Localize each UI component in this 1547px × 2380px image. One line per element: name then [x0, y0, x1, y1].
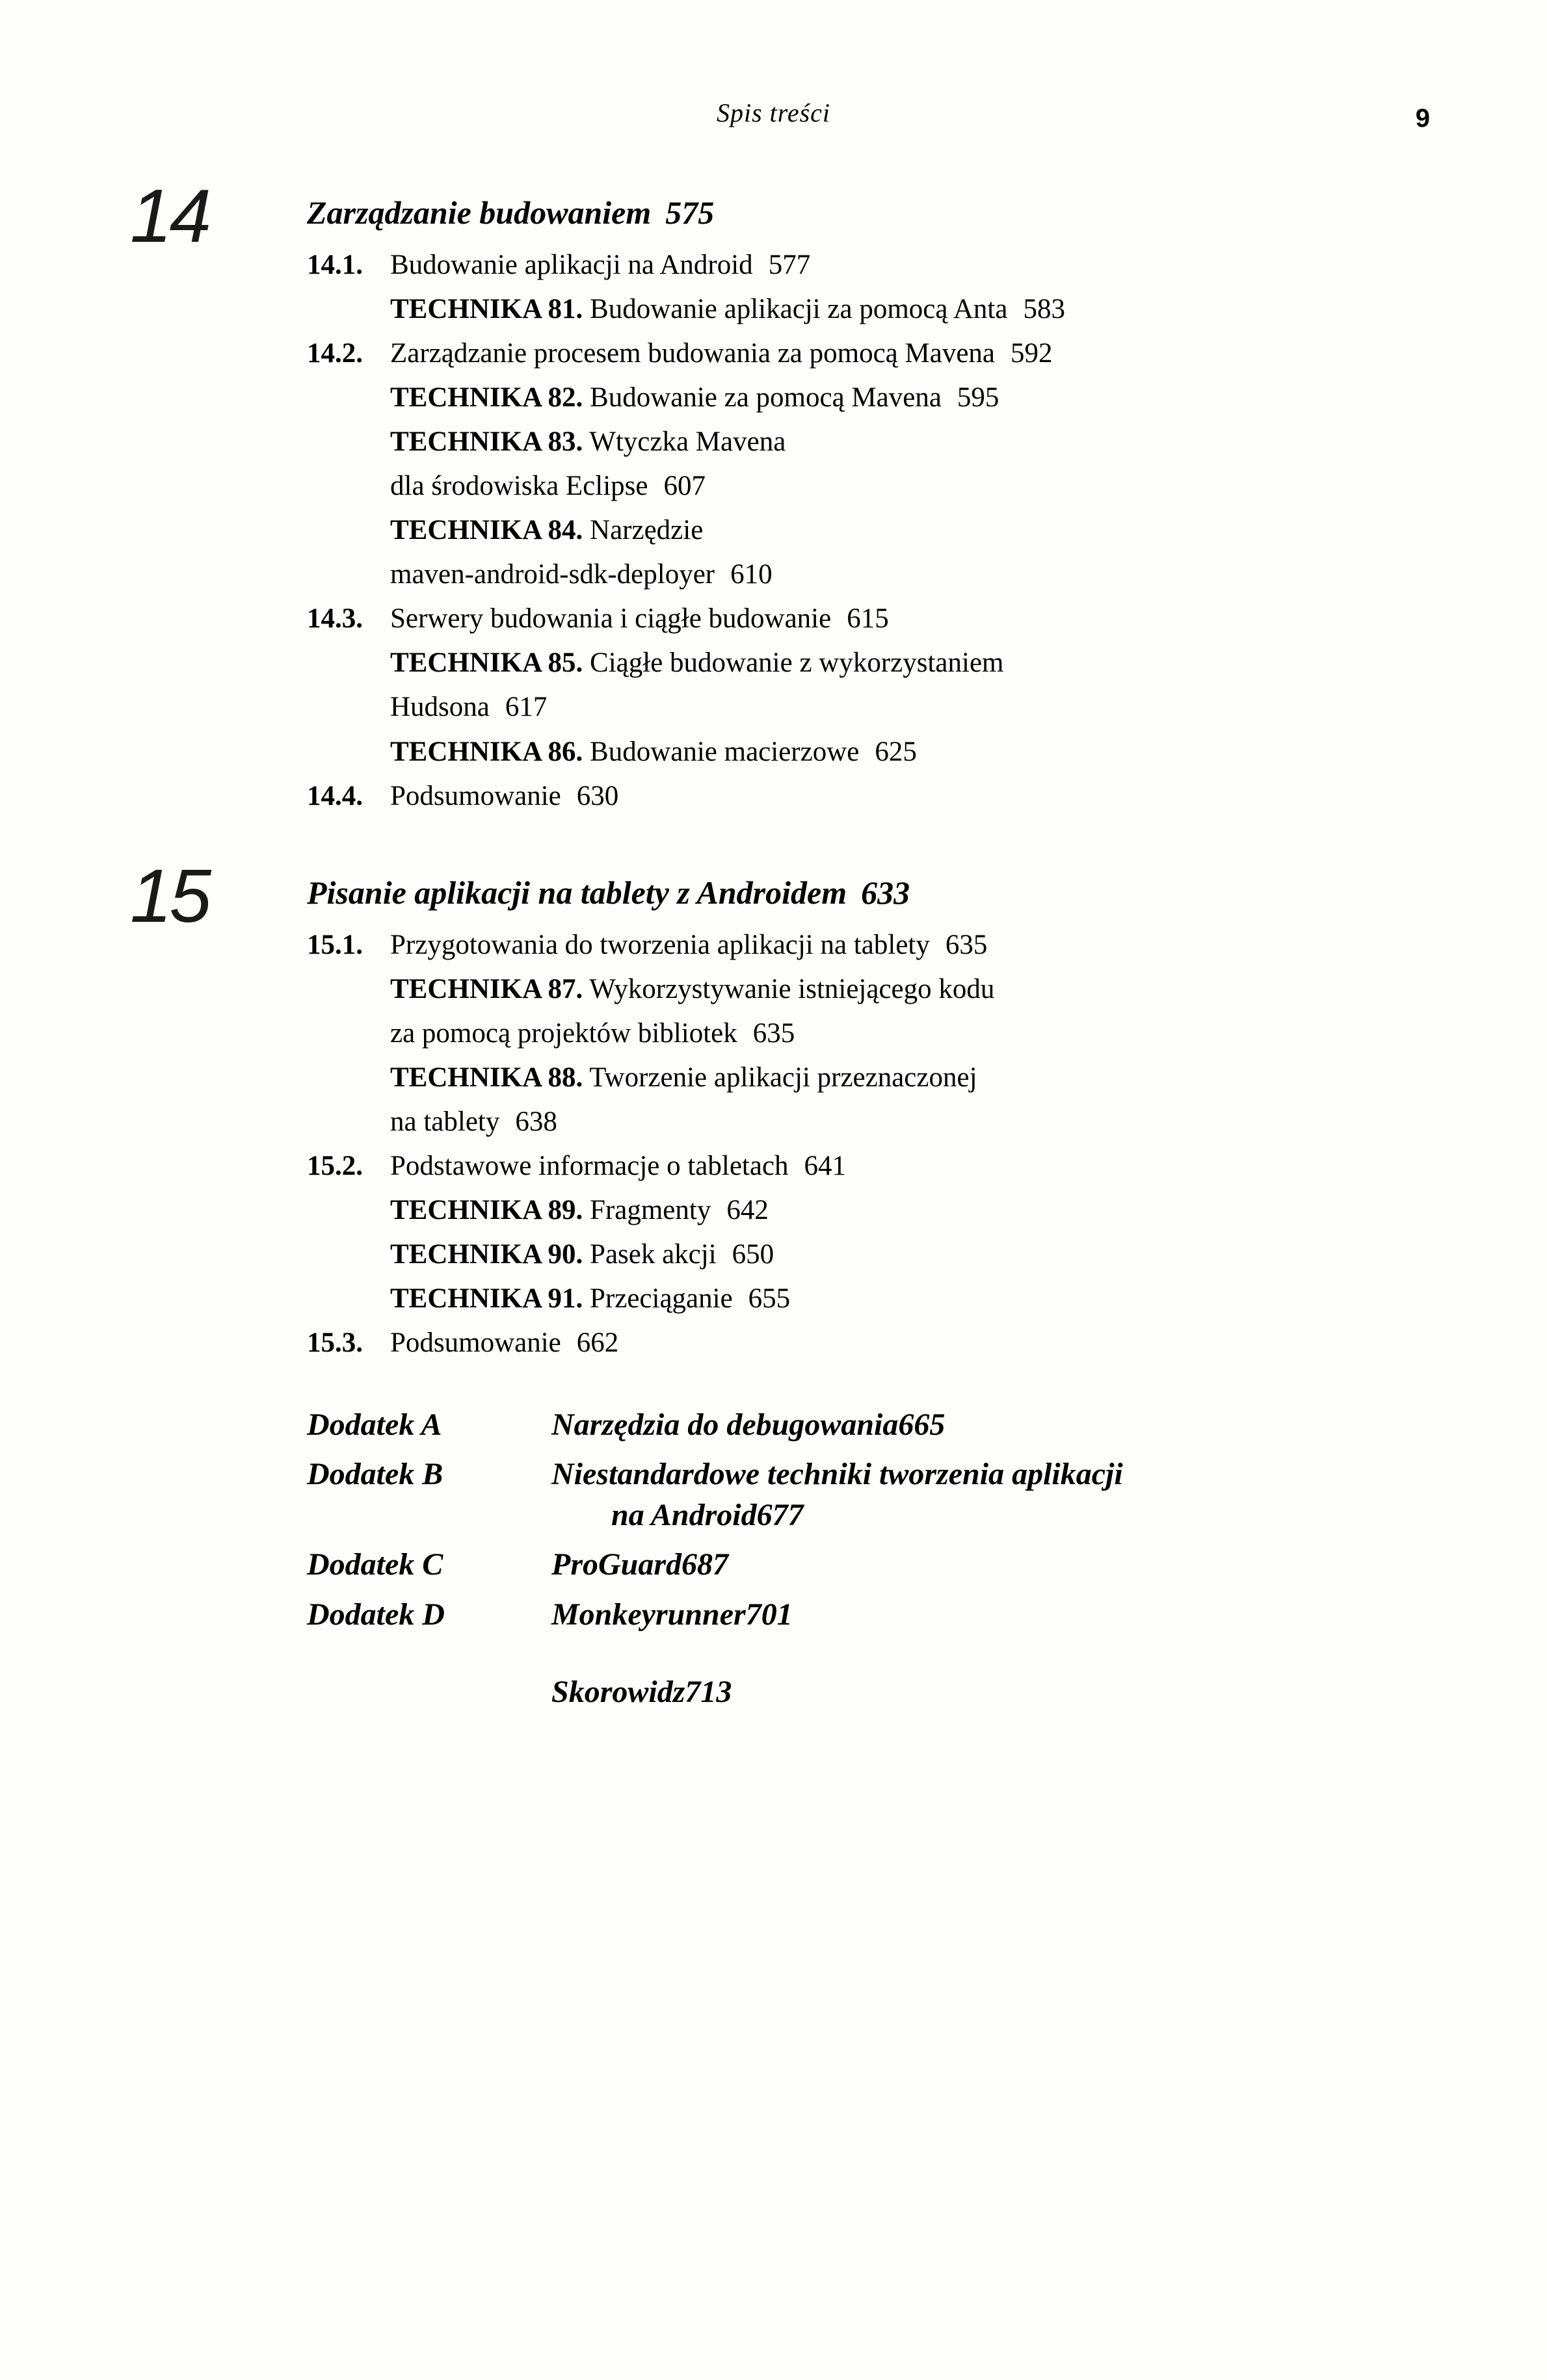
- technique-label: TECHNIKA 83.: [390, 426, 583, 458]
- section-title: Zarządzanie procesem budowania za pomocą Mavena 592: [390, 338, 1053, 369]
- section-title: Serwery budowania i ciągłe budowanie 615: [390, 603, 889, 634]
- technique-title: Wykorzystywanie istniejącego kodu: [589, 973, 995, 1004]
- toc-technique[interactable]: [390, 1280, 1437, 1318]
- toc-continuation[interactable]: [390, 556, 1437, 594]
- section-number: 14.3.: [307, 603, 363, 634]
- toc-continuation[interactable]: [390, 1103, 1437, 1141]
- toc-technique[interactable]: [390, 971, 1437, 1008]
- technique-label: TECHNIKA 91.: [390, 1283, 583, 1314]
- appendix-label: Dodatek C: [307, 1547, 443, 1582]
- section-page: 641: [804, 1150, 847, 1181]
- technique-title: Pasek akcji: [590, 1238, 717, 1270]
- continuation-text: Hudsona: [390, 692, 490, 723]
- appendix-title: Niestandardowe techniki tworzenia aplikacji na Android677: [551, 1454, 1437, 1536]
- technique-title: Budowanie macierzowe: [590, 736, 860, 767]
- chapter-title-text: Pisanie aplikacji na tablety z Androidem: [307, 874, 847, 911]
- appendix-title: Narzędzia do debugowania665: [551, 1407, 945, 1443]
- appendix-page: 665: [898, 1407, 945, 1443]
- running-head: Spis treści: [716, 98, 831, 127]
- technique-label: TECHNIKA 89.: [390, 1194, 583, 1225]
- appendix-row[interactable]: [307, 1545, 1437, 1585]
- technique-title: Tworzenie aplikacji przeznaczonej: [589, 1062, 977, 1093]
- technique-label: TECHNIKA 81.: [390, 294, 583, 325]
- chapter-page: 633: [861, 874, 910, 911]
- appendix-page: 677: [756, 1497, 804, 1532]
- technique-label: TECHNIKA 85.: [390, 647, 583, 679]
- technique-title: Budowanie za pomocą Mavena: [590, 382, 942, 413]
- technique-page: 642: [726, 1194, 769, 1225]
- appendix-label: Dodatek A: [307, 1407, 442, 1443]
- section-page: 592: [1011, 338, 1053, 369]
- toc-section[interactable]: [307, 926, 1437, 964]
- section-title: Podsumowanie 630: [390, 780, 619, 811]
- toc-continuation[interactable]: [390, 1015, 1437, 1053]
- section-title: Przygotowania do tworzenia aplikacji na tablety 635: [390, 929, 988, 960]
- appendix-list: [307, 1405, 1437, 1710]
- technique-title: Wtyczka Mavena: [589, 426, 786, 458]
- toc-continuation[interactable]: [390, 688, 1437, 726]
- appendix-page: 701: [745, 1597, 793, 1632]
- chapter-entries: [307, 246, 1437, 815]
- continuation-text: dla środowiska Eclipse: [390, 471, 648, 502]
- appendix-title-continuation: na Android677: [611, 1497, 804, 1532]
- toc-technique[interactable]: [390, 644, 1437, 682]
- toc-technique[interactable]: [390, 423, 1437, 461]
- chapter-title: [307, 862, 1437, 912]
- appendix-row[interactable]: [307, 1454, 1437, 1536]
- technique-label: TECHNIKA 87.: [390, 973, 583, 1004]
- toc-technique[interactable]: [390, 1236, 1437, 1274]
- toc-section[interactable]: [307, 778, 1437, 815]
- continuation-page: 607: [663, 471, 706, 502]
- section-number: 14.2.: [307, 338, 363, 369]
- technique-label: TECHNIKA 86.: [390, 736, 583, 767]
- table-of-contents: [130, 174, 1437, 1710]
- index-row[interactable]: [551, 1674, 1437, 1710]
- technique-title: Ciągłe budowanie z wykorzystaniem: [590, 647, 1004, 679]
- toc-continuation[interactable]: [390, 467, 1437, 505]
- technique-label: TECHNIKA 88.: [390, 1062, 583, 1093]
- toc-section[interactable]: [307, 1147, 1437, 1185]
- appendix-row[interactable]: [307, 1595, 1437, 1635]
- section-number: 15.1.: [307, 929, 363, 960]
- section-number: 15.2.: [307, 1150, 363, 1181]
- appendix-title: ProGuard687: [551, 1547, 729, 1582]
- technique-page: 583: [1023, 294, 1065, 325]
- appendix-label: Dodatek D: [307, 1597, 445, 1632]
- section-number: 14.1.: [307, 250, 363, 280]
- toc-technique[interactable]: [390, 1059, 1437, 1097]
- toc-technique[interactable]: [390, 291, 1437, 328]
- technique-title: Budowanie aplikacji za pomocą Anta: [590, 294, 1008, 325]
- section-page: 635: [945, 929, 988, 960]
- technique-page: 655: [748, 1283, 791, 1314]
- section-page: 615: [847, 603, 889, 634]
- section-page: 662: [576, 1327, 619, 1359]
- continuation-page: 635: [752, 1017, 795, 1049]
- section-page: 577: [768, 250, 811, 280]
- continuation-text: za pomocą projektów bibliotek: [390, 1017, 737, 1049]
- technique-label: TECHNIKA 84.: [390, 515, 583, 546]
- continuation-page: 610: [730, 559, 773, 590]
- appendix-title: Monkeyrunner701: [551, 1597, 793, 1632]
- toc-technique[interactable]: [390, 379, 1437, 417]
- toc-section[interactable]: [307, 600, 1437, 638]
- chapter-block: [130, 174, 1437, 815]
- continuation-page: 638: [515, 1106, 557, 1137]
- technique-title: Narzędzie: [590, 515, 704, 546]
- index-page: 713: [685, 1675, 732, 1710]
- toc-technique[interactable]: [390, 512, 1437, 549]
- technique-title: Fragmenty: [590, 1194, 711, 1225]
- technique-title: Przeciąganie: [590, 1283, 733, 1314]
- continuation-text: na tablety: [390, 1106, 500, 1137]
- toc-section[interactable]: [307, 1324, 1437, 1362]
- section-number: 14.4.: [307, 780, 363, 811]
- section-title: Budowanie aplikacji na Android 577: [390, 250, 811, 280]
- toc-section[interactable]: [307, 335, 1437, 373]
- chapter-block: [130, 853, 1437, 1362]
- appendix-page: 687: [681, 1547, 729, 1582]
- chapter-title-text: Zarządzanie budowaniem: [307, 194, 652, 231]
- section-number: 15.3.: [307, 1327, 363, 1359]
- index-label: Skorowidz: [551, 1675, 685, 1710]
- section-title: Podsumowanie 662: [390, 1327, 619, 1359]
- technique-label: TECHNIKA 90.: [390, 1238, 583, 1270]
- section-title: Podstawowe informacje o tabletach 641: [390, 1150, 847, 1181]
- chapter-page: 575: [665, 194, 715, 231]
- continuation-page: 617: [505, 692, 548, 723]
- technique-page: 625: [875, 736, 917, 767]
- section-page: 630: [576, 780, 619, 811]
- toc-technique[interactable]: [390, 733, 1437, 771]
- chapter-number: 14: [130, 174, 209, 258]
- technique-label: TECHNIKA 82.: [390, 382, 583, 413]
- toc-section[interactable]: [307, 246, 1437, 284]
- technique-page: 650: [732, 1238, 774, 1270]
- chapter-title: [307, 182, 1437, 232]
- toc-technique[interactable]: [390, 1192, 1437, 1229]
- chapter-entries: [307, 926, 1437, 1362]
- appendix-label: Dodatek B: [307, 1457, 443, 1492]
- appendix-row[interactable]: [307, 1405, 1437, 1445]
- continuation-text: maven-android-sdk-deployer: [390, 559, 715, 590]
- page-number: 9: [1415, 104, 1430, 133]
- technique-page: 595: [957, 382, 999, 413]
- chapter-number: 15: [130, 853, 209, 938]
